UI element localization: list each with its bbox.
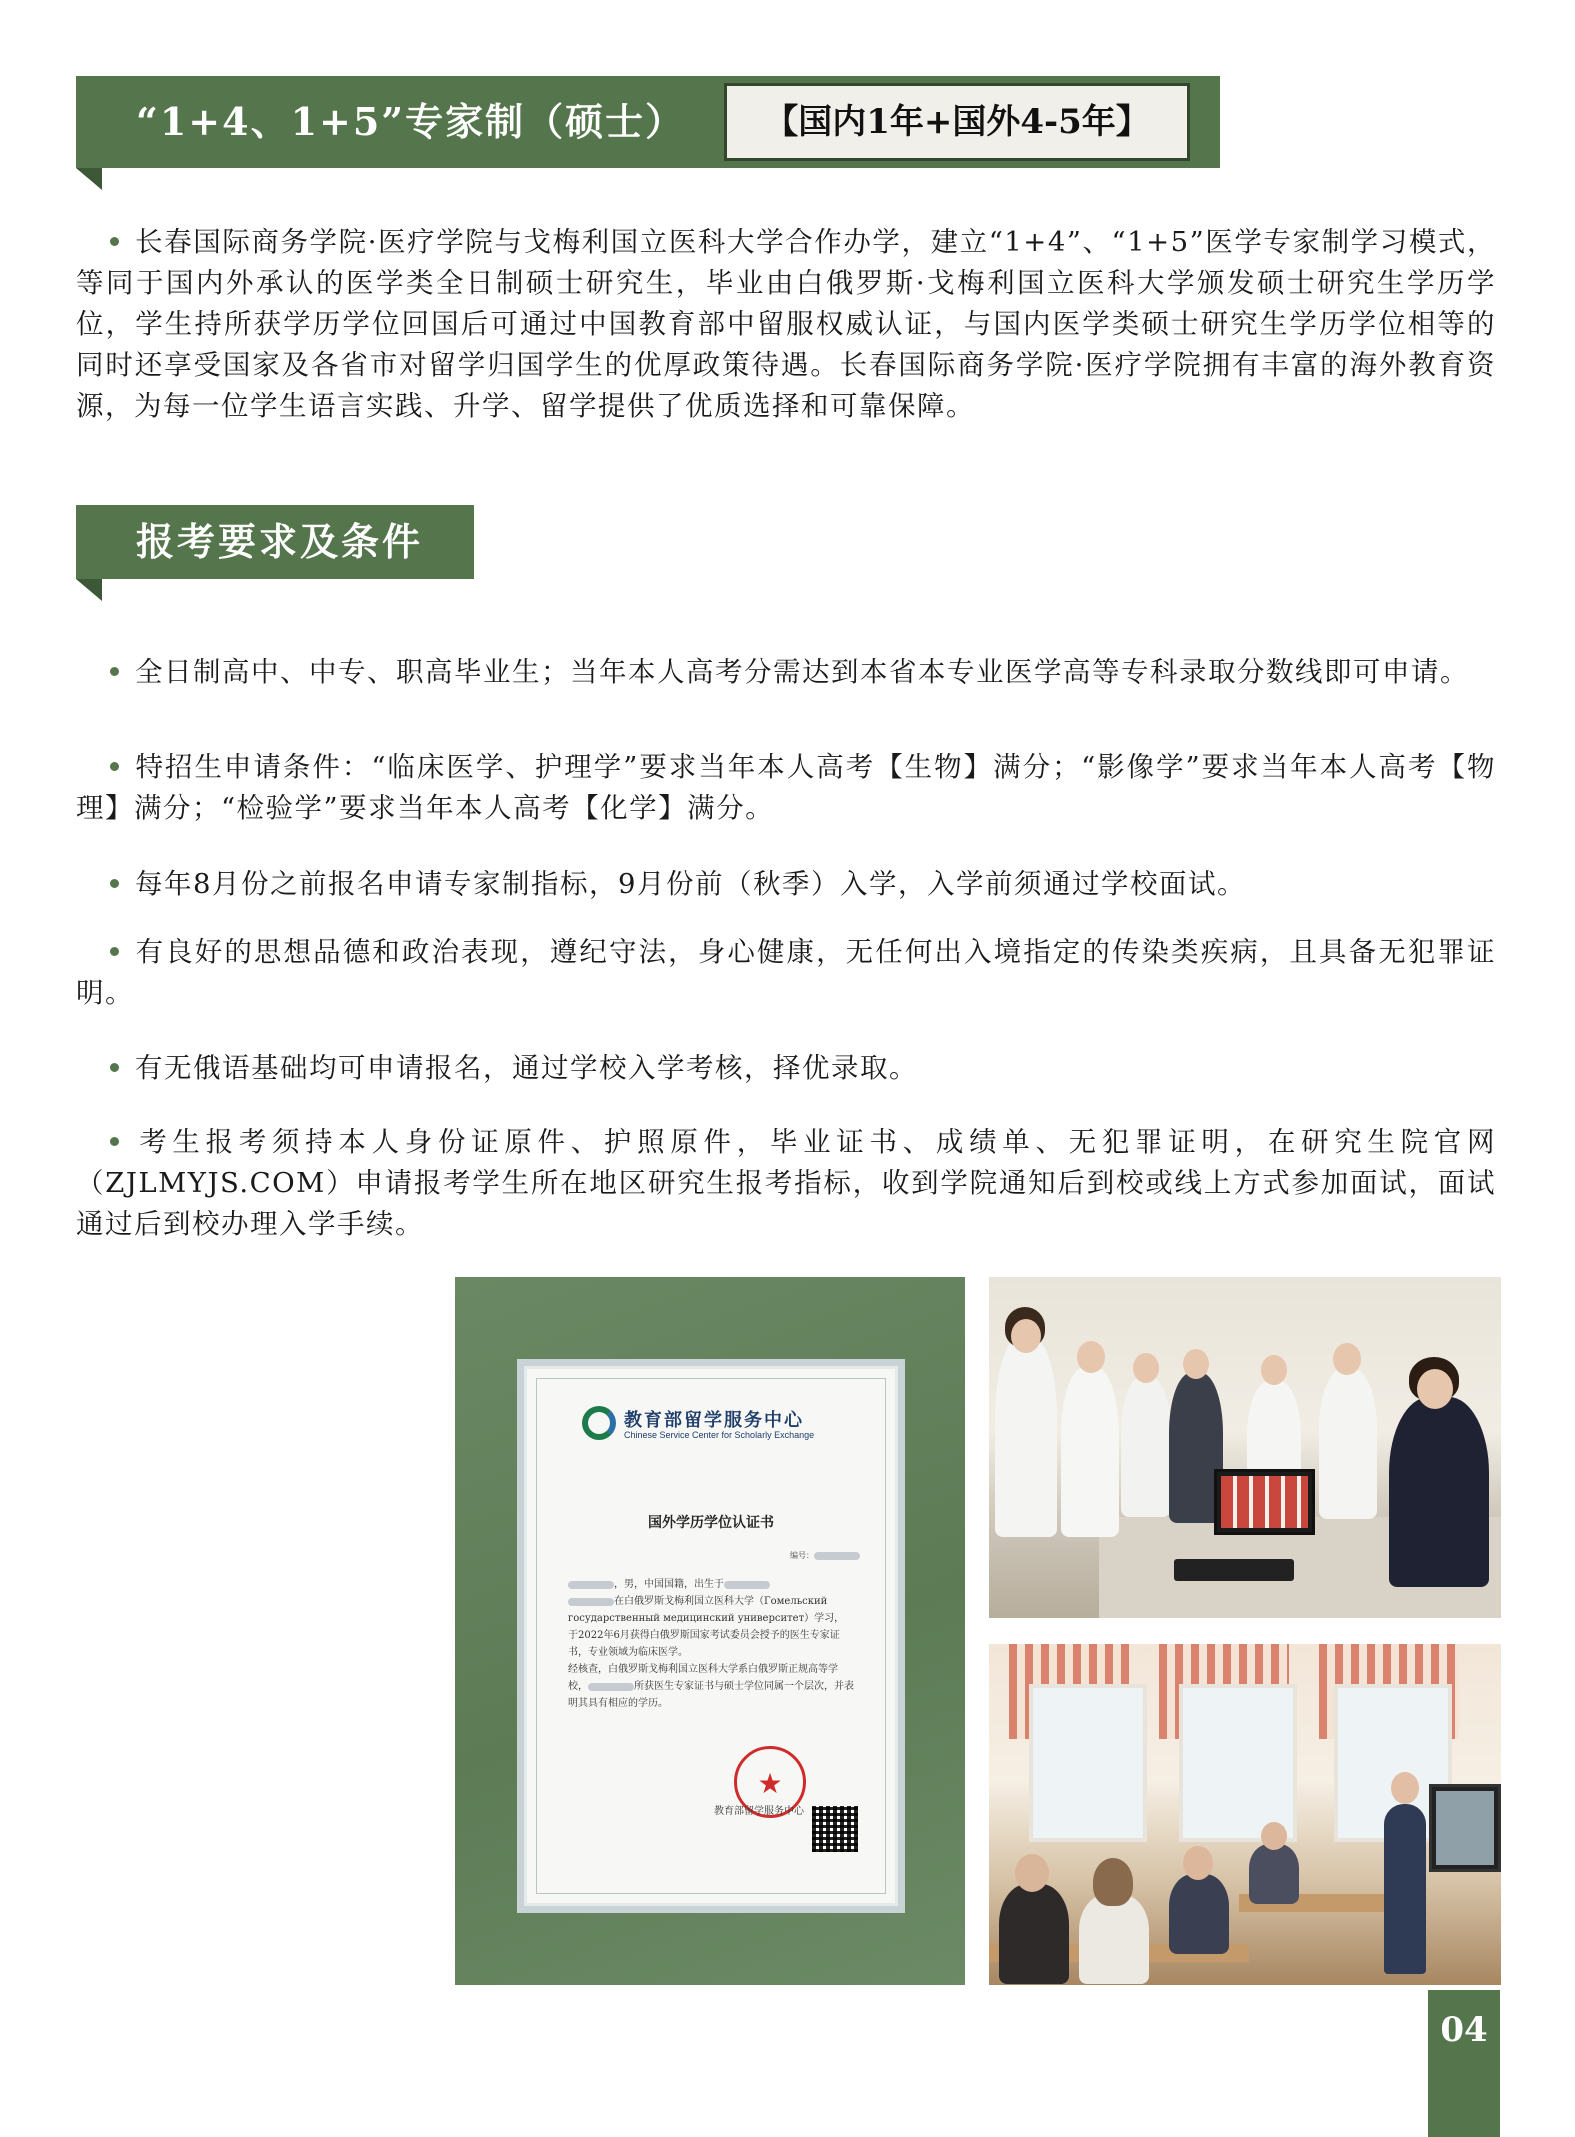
student-hair <box>1093 1858 1133 1906</box>
student-head <box>1183 1349 1209 1379</box>
certificate-text: ，男，中国国籍，出生于 <box>614 1579 724 1590</box>
bullet-icon <box>110 1137 119 1146</box>
student-figure <box>995 1337 1057 1537</box>
student-figure <box>1121 1377 1171 1517</box>
requirement-text: 考生报考须持本人身份证原件、护照原件，毕业证书、成绩单、无犯罪证明，在研究生院官网（ZJLMYJS.COM）申请报考学生所在地区研究生报考指标，收到学院通知后到校或线上方式参加面试，面试通过后到校办理入学手续。 <box>76 1126 1496 1240</box>
student-head <box>1261 1355 1287 1385</box>
section-banner-expert-system <box>76 76 1220 168</box>
certificate-body <box>568 1576 854 1712</box>
lecturer-figure <box>1384 1804 1426 1974</box>
requirement-text: 特招生申请条件：“临床医学、护理学”要求当年本人高考【生物】满分；“影像学”要求当年本人高考【物理】满分；“检验学”要求当年本人高考【化学】满分。 <box>76 751 1496 824</box>
certificate-text: 所获医生专家证书与硕士学位同属一个层次，并表明其具有相应的学历。 <box>568 1681 854 1709</box>
student-head <box>1183 1846 1213 1880</box>
intro-paragraph <box>76 222 1496 427</box>
student-figure <box>1079 1894 1149 1984</box>
banner-fold <box>76 579 102 601</box>
bullet-icon <box>110 237 119 246</box>
student-figure <box>1061 1367 1119 1537</box>
certificate-title: 国外学历学位认证书 <box>648 1515 774 1531</box>
bullet-icon <box>110 1063 119 1072</box>
lecturer-head <box>1391 1772 1419 1804</box>
student-head <box>1261 1822 1287 1850</box>
presentation-screen-content <box>1436 1791 1494 1865</box>
bullet-icon <box>110 947 119 956</box>
student-head <box>1333 1343 1361 1375</box>
requirement-text: 有良好的思想品德和政治表现，遵纪守法，身心健康，无任何出入境指定的传染类疾病，且具备无犯罪证明。 <box>76 936 1496 1009</box>
certificate-number-label: 编号： <box>790 1551 814 1560</box>
requirement-item <box>76 932 1496 1014</box>
student-head <box>1015 1854 1049 1892</box>
redacted-name <box>588 1683 634 1691</box>
requirement-item <box>76 1048 1496 1089</box>
student-head <box>1077 1341 1105 1373</box>
requirement-text: 全日制高中、中专、职高毕业生；当年本人高考分需达到本省本专业医学高等专科录取分数线即可申请。 <box>135 656 1469 688</box>
section-banner-requirements <box>76 505 474 579</box>
monitor-screen <box>1221 1476 1308 1528</box>
redacted-date <box>724 1581 770 1589</box>
certificate-org-name: 教育部留学服务中心 <box>624 1410 804 1431</box>
computer-monitor <box>1214 1469 1315 1535</box>
requirement-text: 每年8月份之前报名申请专家制指标，9月份前（秋季）入学，入学前须通过学校面试。 <box>135 868 1246 900</box>
bullet-icon <box>110 879 119 888</box>
requirement-item <box>76 747 1496 829</box>
cscse-logo-icon <box>582 1406 616 1440</box>
student-figure <box>1249 1844 1299 1904</box>
banner-fold <box>76 168 102 190</box>
certificate-text: 经核查，白俄罗斯戈梅利国立医科大学系白俄罗斯正规高等学校， <box>568 1664 838 1692</box>
official-seal-icon: ★ <box>734 1746 806 1818</box>
section-title: 报考要求及条件 <box>136 519 424 564</box>
presentation-screen <box>1429 1784 1501 1872</box>
classroom-window <box>1179 1684 1297 1842</box>
page-number: 04 <box>1428 1990 1500 2137</box>
students-lab-photo <box>989 1277 1501 1618</box>
redacted-number <box>814 1552 860 1560</box>
requirement-text: 有无俄语基础均可申请报名，通过学校入学考核，择优录取。 <box>135 1052 918 1084</box>
redacted-name <box>568 1581 614 1589</box>
student-figure <box>1169 1874 1229 1954</box>
requirement-item <box>76 864 1496 905</box>
student-head <box>1011 1319 1041 1353</box>
requirement-item <box>76 1122 1496 1245</box>
student-figure <box>999 1884 1069 1984</box>
requirement-item <box>76 652 1496 693</box>
qr-code-icon <box>812 1806 858 1852</box>
student-figure <box>1319 1369 1377 1519</box>
redacted-date <box>568 1598 614 1606</box>
teacher-figure <box>1389 1397 1489 1587</box>
certificate-document <box>517 1359 905 1913</box>
teacher-head <box>1417 1369 1453 1409</box>
classroom-lecture-photo <box>989 1644 1501 1985</box>
certificate-org-name-en: Chinese Service Center for Scholarly Exchange <box>624 1430 815 1440</box>
student-head <box>1133 1353 1159 1383</box>
keyboard <box>1174 1559 1294 1581</box>
intro-text: 长春国际商务学院·医疗学院与戈梅利国立医科大学合作办学，建立“1+4”、“1+5”医学专家制学习模式，等同于国内外承认的医学类全日制硕士研究生，毕业由白俄罗斯·戈梅利国立医科大学颁发硕士研究生学历学位，学生持所获学历学位回国后可通过中国教育部中留服权威认证，与国内医学类硕士研究生学历学位相等的同时还享受国家及各省市对留学归国学生的优厚政策待遇。长春国际商务学院·医疗学院拥有丰富的海外教育资源，为每一位学生语言实践、升学、留学提供了优质选择和可靠保障。 <box>76 226 1496 422</box>
bullet-icon <box>110 667 119 676</box>
classroom-window <box>1029 1684 1147 1842</box>
certificate-text: 在白俄罗斯戈梅利国立医科大学（Гомельский государственный медицинский университет）学习，于2022年6月获得白俄罗斯国家考试委员会授予的医生专家证书，专业领域为临床医学。 <box>568 1596 845 1658</box>
certificate-number <box>790 1550 860 1561</box>
seal-caption: 教育部留学服务中心 <box>714 1806 804 1817</box>
duration-tag: 【国内1年+国外4-5年】 <box>724 83 1190 161</box>
bullet-icon <box>110 762 119 771</box>
section-title: “1+4、1+5”专家制（硕士） <box>136 99 686 144</box>
certificate-image <box>455 1277 965 1985</box>
